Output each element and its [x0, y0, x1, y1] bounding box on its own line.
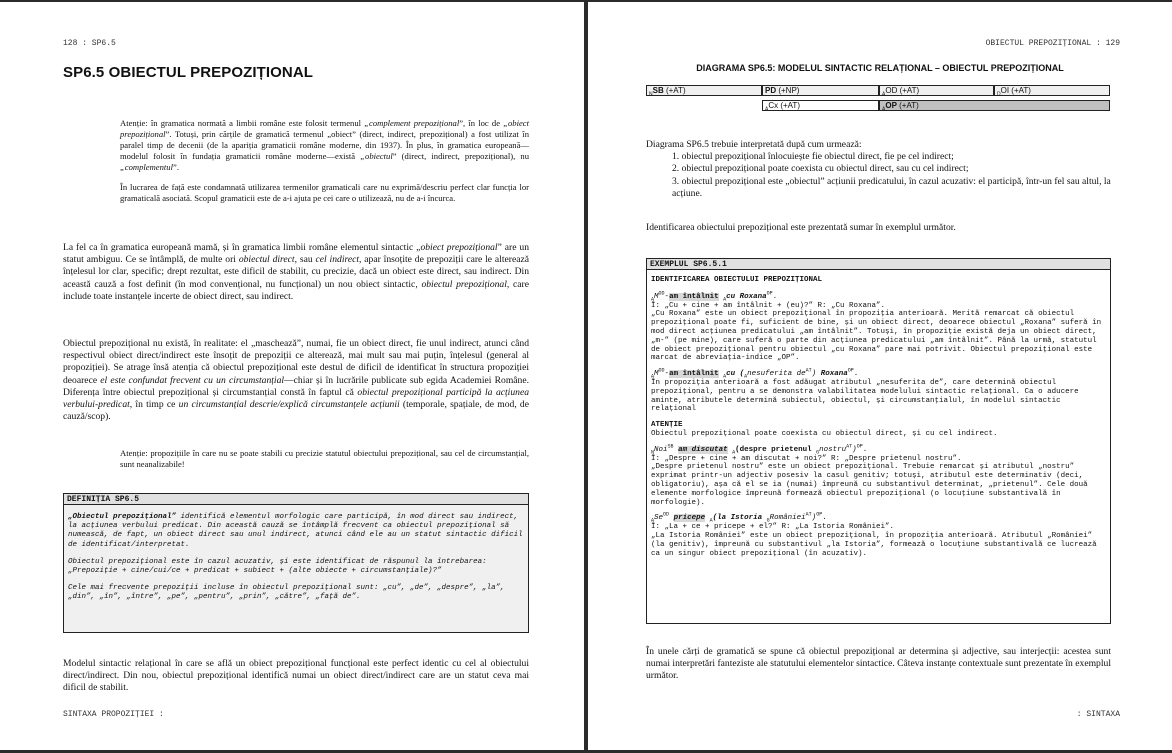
text: , în timp ce — [129, 399, 179, 411]
example-3 — [651, 443, 1106, 508]
definition-paragraph: Obiectul prepozițional este în cazul acuzativ, și este identificat de răspunul la întrebarea: „Prepoziție + cine/cui/ce + predicat + subiect + (alte obiecte + circumstanțiale)?” — [68, 557, 487, 576]
text: ” (direct, indirect, prepozițional), nu — [392, 151, 529, 161]
cell-extra: (+NP) — [776, 86, 800, 95]
diagram-cell-pd — [762, 85, 879, 96]
cell-extra: (+AT) — [778, 101, 800, 110]
example-4 — [651, 511, 1106, 558]
definition-paragraph: Cele mai frecvente prepoziții incluse în obiectul prepozițional sunt: „cu”, „de”, „despre”, „la”, „din”, „în”, „între”, „pe”, „pentru”, „prin”, „către”, „față de”. — [68, 584, 505, 602]
superscript: OD — [658, 290, 665, 297]
case-subscript: D — [997, 91, 1001, 98]
diagram-cell-sb — [646, 85, 762, 96]
cell-label: PD — [765, 86, 777, 95]
prepositional-object: cu Roxana — [726, 292, 767, 301]
cell-extra: (+AT) — [896, 101, 919, 110]
paragraph-masking — [63, 338, 529, 423]
prepositional-object: Roxana — [820, 370, 848, 379]
interpretation-intro: Diagrama SP6.5 trebuie interpretată după cum urmează: — [646, 139, 862, 150]
attribute: nesuferita de — [747, 370, 806, 379]
superscript: OP — [816, 511, 823, 518]
case-subscript: A — [882, 91, 886, 98]
attention-note-terminology — [120, 118, 529, 204]
text: identifică elementul morfologic care participă, în mod direct sau indirect, la acțiunea verbului predicat. Din această cauză se întâmplă frecvent ca obiectul prepozițional să numească, de fapt, un obiect direct sau unul indirect, atunci când ele au un statut sintactic dificil de identificat/interpretat. — [68, 513, 523, 549]
text: , care include toate instanțele incerte de obiect direct, sau indirect. — [63, 278, 529, 302]
left-page — [0, 2, 584, 750]
italic-term: cel indirect — [315, 254, 360, 266]
interpretation-item: 2. obiectul prepozițional poate coexista cu obiectul direct, sau cu cel indirect; — [672, 163, 969, 175]
example-body — [647, 270, 1110, 569]
text: , sau — [294, 254, 316, 266]
example-sentence — [651, 290, 1106, 303]
example-1 — [651, 290, 1106, 363]
italic-term: obiectul prepozițional — [421, 278, 507, 290]
diagram-title: DIAGRAMA SP6.5: MODELUL SINTACTIC RELAȚIONAL – OBIECTUL PREPOZIȚIONAL — [696, 63, 1064, 73]
interpretation-item: 3. obiectul prepozițional este „obiectul” acțiunii predicatului, în cazul acuzativ: el participă, într-un fel sau altul, la acțiune. — [672, 175, 1111, 199]
diagram-cell-op — [879, 100, 1110, 111]
subscript: A — [723, 373, 727, 380]
predicate-highlight: am întâlnit — [669, 370, 719, 379]
note-paragraph: În lucrarea de față este condamnată utilizarea termenilor gramaticali care nu exprimă/descriu perfect clar funcția lor gramaticală asociată. Scopul gramaticii este de a-i ajuta pe cei care o utilizează, nu de a-i încurca. — [120, 182, 529, 203]
superscript: OD — [663, 511, 670, 518]
definition-box — [63, 493, 529, 633]
superscript: AT — [805, 511, 812, 518]
text: (temporale, spațiale, de mod, de cauză/scop). — [63, 399, 529, 423]
subject: Noi — [654, 445, 668, 454]
attribute: României — [769, 514, 806, 523]
italic-term: el este confundat frecvent cu un circumstanțial — [100, 374, 285, 386]
italic-term: „complement prepozițional — [364, 118, 460, 128]
case-subscript: A — [765, 106, 769, 113]
text: ” are un statut ambiguu. Ce se întâmplă, de multe ori — [63, 242, 529, 266]
cell-label: Cx — [768, 101, 779, 110]
example-explanation: „Despre prietenul nostru” este un obiect prepozițional. Trebuie remarcat și atributul „nostru” exprimat printr-un adjectiv posesiv la casul genitiv; totuși, atributul este determinativ (deci, obligatoriu), așa că el se ia (numai) împreună cu substantivul determinat, „prietenul”. Cele două elemente morfologice împreună formează obiectul prepozițional (o locuțiune substantivală în morfologie). — [651, 463, 1088, 507]
definition-paragraph — [68, 513, 523, 550]
predicate-highlight: am întâlnit — [669, 292, 719, 301]
preposition: cu ( — [726, 370, 745, 379]
bold-term: „Obiectul prepozițional” — [68, 513, 177, 521]
superscript: AT — [846, 443, 853, 450]
note-paragraph — [120, 118, 529, 173]
subscript: A — [709, 517, 713, 524]
example-explanation: „La Istoria României” este un obiect prepozițional, în propoziția anterioară. Atributul „României” (la genitiv), împreună cu substantivul „la Istoria”, formează o locuțiune substantivală ce lucrează ca un singur obiect prepozițional (în acuzativ). — [651, 531, 1097, 558]
example-subheading: IDENTIFICAREA OBIECTULUI PREPOZIȚIONAL — [651, 276, 823, 284]
paragraph-fanciful-interpretations: În unele cărți de gramatică se spune că obiectul prepozițional ar determina și adjective, sau interjecții: acestea sunt numai interpretări fanteziste ale statutului elementelor sintactice. Câteva instanțe contextuale sunt prezentate în exemplul următor. — [646, 646, 1111, 682]
predicate-highlight: am discutat — [678, 445, 728, 454]
period: . — [853, 370, 859, 379]
attribute: nostru — [819, 445, 847, 454]
text: Atenție: în gramatica normată a limbii române este folosit termenul — [120, 118, 365, 128]
subscript: A — [651, 373, 655, 380]
italic-term: „complementul — [120, 162, 173, 172]
definition-heading: DEFINIȚIA SP6.5 — [64, 494, 528, 505]
subscript: A — [732, 449, 736, 456]
running-foot: SINTAXA PROPOZIȚIEI : — [63, 710, 164, 719]
attention-heading: ATENȚIE — [651, 421, 683, 430]
example-explanation: „Cu Roxana” este un obiect prepozițional în propoziția anterioară. Merită remarcat că obiectul prepozițional poate fi, suficient de bine, și un obiect direct, deoarece obiectul „Roxana” suferă în mod direct acțiunea predicatului „am întâlnit”. Totuși, în propoziție există deja un obiect direct, „m-” (pe mine), care suferă o parte din acțiunea predicatului „am întâlnit”. Până la urmă, statutul de obiect prepozițional pentru obiectul „cu Roxana” pare mai potrivit. Obiectul prepozițional este marcat de abreviația-indice „OP”. — [651, 310, 1102, 363]
subscript: G — [766, 517, 770, 524]
case-subscript: N — [649, 91, 653, 98]
example-sentence — [651, 443, 1106, 456]
superscript: OP — [856, 443, 863, 450]
period: . — [822, 514, 827, 523]
example-2 — [651, 367, 1106, 414]
superscript: OP — [766, 290, 773, 297]
cell-extra: (+AT) — [897, 86, 920, 95]
subscript: G — [816, 449, 820, 456]
text: , apar însoțite de prepoziții care le alterează înțelesul lor clar, specific; drept rezultat, este dificil de stabilit, cu precizie, dacă un obiect este direct, sau indirect. Din această cauză a fost definit (în mod convențional, nu funcțional) un nou obiect sintactic, — [63, 254, 529, 290]
superscript: OP — [847, 367, 854, 374]
superscript: OD — [658, 367, 665, 374]
paren: ) — [852, 445, 857, 454]
paren: ) — [811, 514, 817, 523]
period: . — [862, 445, 868, 454]
example-sentence — [651, 511, 1106, 524]
chapter-title: SP6.5 OBIECTUL PREPOZIȚIONAL — [63, 64, 314, 81]
diagram-cell-oi — [994, 85, 1110, 96]
italic-term: un circumstanțial descrie/explică circumstanțele acțiunii — [178, 399, 400, 411]
text: ”. — [173, 162, 179, 172]
example-heading: EXEMPLUL SP6.5.1 — [647, 259, 1110, 270]
cell-label: SB — [652, 86, 664, 95]
interpretation-item: 1. obiectul prepozițional înlocuiește fie obiectul direct, fie pe cel indirect; — [672, 151, 954, 163]
dash: - — [664, 370, 670, 379]
italic-term: obiect prepozițional — [420, 242, 498, 253]
running-foot: : SINTAXA — [1076, 710, 1120, 719]
paragraph-relational-model: Modelul sintactic relațional în care se află un obiect prepozițional funcțional este perfect identic cu cel al obiectului direct/indirect. Din nou, obiectul prepozițional identifică numai un obiect direct/indirect care are un statut ceva mai dificil de stabilit. — [63, 658, 529, 694]
italic-term: „obiectul — [360, 151, 393, 161]
pronoun: M — [654, 292, 659, 301]
example-explanation: În propoziția anterioară a fost adăugat atributul „nesuferita de”, care determină obiectul prepozițional, pentru a se demonstra valabilitatea modelului sintactic relațional. Ca o aducere aminte, atributele determină subiectul, obiectul, și circumstanțialul, în modelul sintactic relațional — [651, 378, 1079, 414]
example-question: Î: „La + ce + pricepe + el?” R: „La Istoria României”. — [651, 523, 895, 532]
definition-body — [64, 505, 528, 609]
cell-extra: (+AT) — [663, 86, 686, 95]
text: —chiar și în lucrările publicate sub egida Academiei Române. Diferența între obiectul prepozițional și circumstanțial constă în faptul că — [63, 374, 529, 398]
attention-text: Obiectul prepozițional poate coexista cu obiectul direct, și cu cel indirect. — [651, 429, 998, 438]
cell-label: OI — [1000, 86, 1010, 95]
attention-note-unanalyzable: Atenție: propozițiile în care nu se poate stabili cu precizie statutul obiectului prepozițional, sau cel de circumstanțial, sunt neanalizabile! — [120, 448, 529, 469]
period: . — [772, 292, 778, 301]
subscript: A — [651, 296, 655, 303]
text: ”. Totuși, prin cărțile de gramatică termenul „obiect” (direct, indirect, prepozițional) a fost utilizat în paralel timp de decenii (de la apariția gramaticii române moderne, din 1937). În plus, în gramatica europeană—modelul folosit în fundația gramaticii române moderne—există — [120, 129, 529, 161]
running-head: 128 : SP6.5 — [63, 39, 116, 48]
prepositional-object: (la Istoria — [712, 514, 767, 523]
superscript: AT — [805, 367, 812, 374]
cell-extra: (+AT) — [1009, 86, 1031, 95]
dash: - — [664, 292, 670, 301]
paragraph-ambiguous-status — [63, 242, 529, 303]
predicate-highlight: pricepe — [673, 514, 706, 523]
diagram-interpretation — [646, 139, 1116, 200]
case-subscript: A — [882, 106, 886, 113]
example-box — [646, 258, 1111, 624]
subscript: N — [651, 449, 655, 456]
pronoun: Se — [654, 514, 664, 523]
example-question: Î: „Despre + cine + am discutat + noi?” R: „Despre prietenul nostru”. — [651, 454, 962, 463]
prepositional-object: (despre prietenul — [735, 445, 817, 454]
subscript: A — [723, 296, 727, 303]
diagram-cell-od — [879, 85, 994, 96]
example-sentence — [651, 367, 1106, 380]
cell-label: OP — [885, 101, 897, 110]
italic-term: „obiect prepozițional — [120, 118, 529, 139]
subscript: A — [651, 517, 655, 524]
identification-intro: Identificarea obiectului prepozițional este prezentată sumar în exemplul următor. — [646, 222, 956, 233]
paren: ) — [811, 370, 821, 379]
cell-label: OD — [885, 86, 898, 95]
attention-block — [651, 421, 1106, 439]
text: ”, în loc de — [459, 118, 504, 128]
italic-term: obiectul prepozițional participă la acțiunea verbului-predicat — [63, 386, 530, 411]
superscript: SB — [667, 443, 674, 450]
italic-term: obiectul direct — [238, 254, 295, 266]
subscript: A — [744, 373, 748, 380]
diagram-cell-cx — [762, 100, 879, 111]
interpretation-list — [646, 151, 1116, 200]
example-question: Î: „Cu + cine + am întâlnit + (eu)?” R: „Cu Roxana”. — [651, 301, 886, 310]
right-page — [588, 2, 1172, 750]
text: Obiectul prepozițional nu există, în realitate: el „maschează”, numai, fie un obiect direct, fie unul indirect, atunci când respectivul obiect direct/indirect este însoțit de prepoziții ce alterează, mai mult sau mai puțin, înțelesul (general al propoziției). Se atrage însă atenția că obiectul prepozițional este destul de dificil de identificat în structura propoziției deoarece — [63, 338, 529, 386]
text: La fel ca în gramatica europeană mamă, și în gramatica limbii române elementul sintactic „ — [63, 242, 421, 253]
pronoun: M — [654, 370, 659, 379]
running-head: OBIECTUL PREPOZIȚIONAL : 129 — [985, 39, 1120, 48]
